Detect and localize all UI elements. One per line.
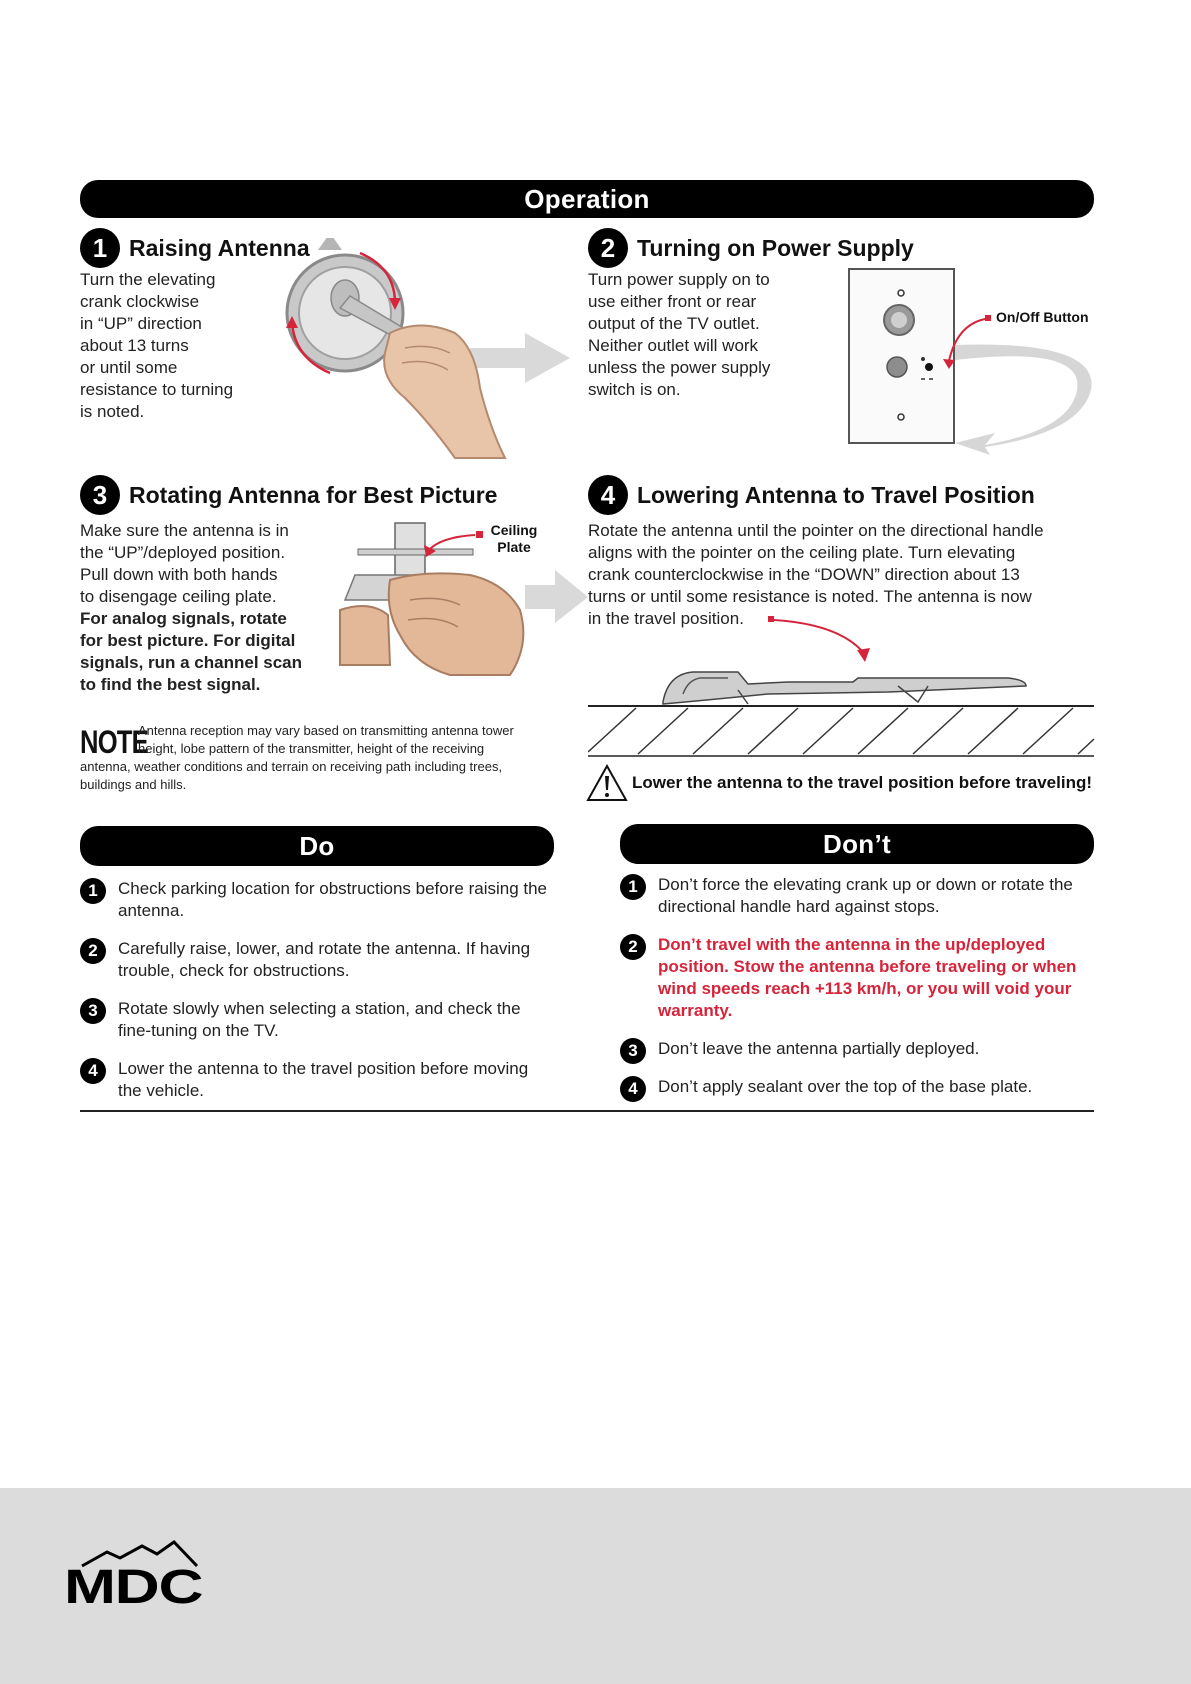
- text-line: to disengage ceiling plate.: [80, 587, 277, 606]
- text-line: use either front or rear: [588, 292, 757, 311]
- list-item: [80, 938, 550, 982]
- item-text: Don’t apply sealant over the top of the base plate.: [658, 1077, 1033, 1096]
- item-number: 1: [80, 878, 106, 904]
- antenna-travel-illustration: [588, 612, 1096, 762]
- text-line: in the travel position.: [588, 609, 744, 628]
- bold-text-line: signals, run a channel scan: [80, 653, 303, 672]
- item-number: 2: [620, 934, 646, 960]
- text-line: crank counterclockwise in the “DOWN” direction about 13: [588, 565, 1020, 584]
- text-line: Turn the elevating: [80, 270, 216, 289]
- list-item: [620, 874, 1110, 918]
- item-number: 4: [620, 1076, 646, 1102]
- dont-title: Don’t: [823, 828, 891, 859]
- do-title: Do: [299, 830, 335, 861]
- text-line: resistance to turning: [80, 380, 234, 399]
- on-off-button-callout: On/Off Button: [996, 309, 1089, 325]
- step-title: Lowering Antenna to Travel Position: [637, 481, 1035, 508]
- step-number: 2: [588, 228, 628, 268]
- text-line: in “UP” direction: [80, 314, 202, 333]
- item-text-warning: Don’t travel with the antenna in the up/deployed position. Stow the antenna before traveling or when wind speeds reach +113 km/h, or you will void your warranty.: [658, 935, 1077, 1020]
- text-line: aligns with the pointer on the ceiling plate. Turn elevating: [588, 543, 1016, 562]
- travel-warning: [586, 764, 1092, 802]
- logo-text: MDC: [64, 1561, 203, 1614]
- item-text: Don’t leave the antenna partially deployed.: [658, 1039, 980, 1058]
- dont-list: [620, 874, 1110, 1098]
- step-3-text: [80, 520, 330, 696]
- note-line-2: height, lobe pattern of the transmitter, height of the receiving: [138, 741, 485, 756]
- step-number: 4: [588, 475, 628, 515]
- step-number: 1: [80, 228, 120, 268]
- item-number: 2: [80, 938, 106, 964]
- text-line: is noted.: [80, 402, 145, 421]
- hand-rotating-illustration: [330, 515, 590, 680]
- ceiling-plate-callout: [484, 522, 544, 556]
- note-line-3: antenna, weather conditions and terrain on receiving path including trees,: [80, 759, 503, 774]
- bold-text-line: for best picture. For digital: [80, 631, 296, 650]
- list-item: [620, 1038, 1110, 1060]
- item-text: Lower the antenna to the travel position before moving the vehicle.: [118, 1059, 529, 1100]
- list-item: [80, 998, 550, 1042]
- item-number: 4: [80, 1058, 106, 1084]
- item-text: Rotate slowly when selecting a station, and check the fine-tuning on the TV.: [118, 999, 521, 1040]
- text-line: crank clockwise: [80, 292, 200, 311]
- text-line: Turn power supply on to: [588, 270, 770, 289]
- item-number: 1: [620, 874, 646, 900]
- warning-icon: [586, 764, 628, 802]
- operation-title: Operation: [524, 183, 650, 214]
- step-title: Turning on Power Supply: [637, 234, 914, 261]
- item-number: 3: [620, 1038, 646, 1064]
- step-title: Raising Antenna: [129, 234, 310, 261]
- text-line: switch is on.: [588, 380, 681, 399]
- callout-line: Ceiling: [490, 522, 538, 538]
- mdc-logo: [62, 1538, 203, 1614]
- do-list: [80, 878, 550, 1102]
- list-item: [620, 1076, 1110, 1098]
- step-2-text: [588, 269, 838, 401]
- item-number: 3: [80, 998, 106, 1024]
- list-item: [620, 934, 1110, 1022]
- item-text: Check parking location for obstructions before raising the antenna.: [118, 879, 548, 920]
- crank-illustration: [270, 238, 590, 468]
- do-header: [80, 826, 554, 866]
- step-4-heading: [588, 475, 1035, 515]
- bold-text-line: to find the best signal.: [80, 675, 261, 694]
- text-line: or until some: [80, 358, 178, 377]
- text-line: Neither outlet will work: [588, 336, 759, 355]
- text-line: Rotate the antenna until the pointer on the directional handle: [588, 521, 1044, 540]
- list-item: [80, 1058, 550, 1102]
- note-line-1: Antenna reception may vary based on transmitting antenna tower: [138, 723, 514, 738]
- callout-line: Plate: [497, 539, 531, 555]
- text-line: output of the TV outlet.: [588, 314, 760, 333]
- step-number: 3: [80, 475, 120, 515]
- item-text: Carefully raise, lower, and rotate the antenna. If having trouble, check for obstructions.: [118, 939, 531, 980]
- item-text: Don’t force the elevating crank up or down or rotate the directional handle hard against stops.: [658, 875, 1073, 916]
- step-title: Rotating Antenna for Best Picture: [129, 481, 498, 508]
- step-2-heading: [588, 228, 914, 268]
- section-divider: [80, 1110, 1094, 1112]
- power-outlet-illustration: [845, 265, 1095, 455]
- text-line: the “UP”/deployed position.: [80, 543, 286, 562]
- step-3-heading: [80, 475, 497, 515]
- text-line: unless the power supply: [588, 358, 771, 377]
- footer: [0, 1488, 1191, 1684]
- text-line: Pull down with both hands: [80, 565, 278, 584]
- warning-text: Lower the antenna to the travel position before traveling!: [632, 773, 1093, 792]
- text-line: turns or until some resistance is noted. The antenna is now: [588, 587, 1032, 606]
- bold-text-line: For analog signals, rotate: [80, 609, 287, 628]
- note-line-4: buildings and hills.: [80, 777, 187, 792]
- operation-header: [80, 180, 1094, 218]
- dont-header: [620, 824, 1094, 864]
- text-line: Make sure the antenna is in: [80, 521, 289, 540]
- list-item: [80, 878, 550, 922]
- note-label: NOTE: [80, 724, 148, 760]
- text-line: about 13 turns: [80, 336, 189, 355]
